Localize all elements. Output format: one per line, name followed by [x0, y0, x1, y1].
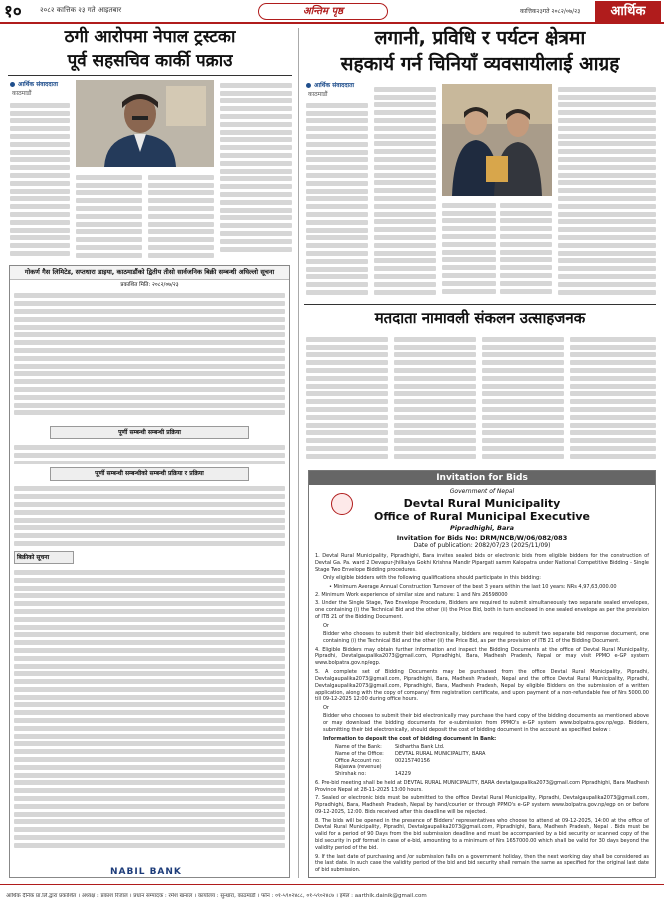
nepal-emblem-icon: [331, 493, 353, 515]
story1-headline: [8, 28, 292, 71]
page-header: [0, 0, 664, 24]
bids-para-1: 1. Devtal Rural Municipality, Pipradhighi, Bara invites sealed bids or electronic bids from eligible bidders for the construction of Devtal Ga. Pa. ward 2 Devapur-Jhilkaiya Gokhi Krishna Mandir Pipargati samm Kalopatra under National Competitive Bidding - Single Stage Two Envelope Bidding procedures.: [315, 552, 649, 573]
bids-government: Government of Nepal: [449, 488, 515, 495]
divider: [304, 304, 656, 305]
bids-para-5b: Or: [323, 704, 329, 711]
story2-place: काठमाडौं: [308, 91, 328, 98]
story1-place: काठमाडौं: [12, 90, 32, 97]
story3-col4: [570, 334, 656, 464]
story3-headline: मतदाता नामावली संकलन उत्साहजनक: [374, 309, 586, 327]
bids-place: Pipradhighi, Bara: [450, 524, 514, 532]
bids-para-1b: Only eligible bidders with the following qualifications should participate in this bidding:: [323, 575, 541, 582]
nabil-bank-logo: NABIL BANK: [110, 867, 182, 877]
bids-number: Invitation for Bids No: DRM/NCB/W/06/082/083: [396, 534, 568, 543]
bids-banner: Invitation for Bids: [309, 471, 655, 485]
bids-para-6: 6. Pre-bid meeting shall be held at DEVTAL RURAL MUNICIPALITY, BARA devtalgaupalika2073@gmail.com Pipradhighi, Bara Madhesh Province Nepal at 28-11-2025 13:00 hours.: [315, 779, 649, 793]
story1-col4: [220, 80, 292, 258]
bids-para-5c: Bidder who chooses to submit their bid electronically may purchase the hard copy of the bidding documents as mentioned above or may download the bidding documents for e-submission from PPMO's e-GP system www.bolpatra.gov.np/egp. Bidders, submitting their bid electronically, should deposit the cost of bidding document in the account as specified below :: [323, 713, 649, 734]
bids-para-5d: Information to deposit the cost of bidding document in Bank:: [323, 735, 497, 742]
header-date-right: कात्तिक२३गते २०८२/०७/२३: [520, 8, 581, 15]
page-footer: [0, 884, 664, 910]
bids-municipality: Devtal Rural Municipality: [403, 496, 561, 510]
notice-body-4: [14, 567, 285, 867]
footer-text: आर्थिक दैनिक प्रा.लि.द्वारा प्रकाशित । अध्यक्ष : प्रकाश रिजाल । प्रधान सम्पादक : रमेश खनाल । कार्यालय : सुन्धारा, काठमाडौं । फोन : ०१-५९०२४८८, ०१-५९०२४८७ । इमेल : aarthik.dainik@gmail.com: [6, 893, 427, 899]
notice-body-3: [14, 484, 285, 548]
bids-para-2: 2. Minimum Work experience of similar size and nature: 1 and Nrs 26598000: [315, 591, 508, 598]
bank-row: Name of the Office: DEVTAL RURAL MUNICIPALITY, BARA: [335, 750, 486, 757]
bank-row: Office Account no: 00215740156: [335, 757, 430, 764]
bids-para-4: 4. Eligible Bidders may obtain further information and inspect the Bidding Documents at the office of Devtal Rural Municipality, Pipradhi, Devtalgaupalika2073@gmail.com, Pipradhighi, Bara, Madhesh Pradesh, Nepal or may visit PPMO e-GP system www.bolpatra.gov.np/egp.: [315, 646, 649, 667]
notice-body-2: [14, 442, 285, 464]
story1-headline-line2: पूर्व सहसचिव कार्की पक्राउ: [67, 50, 233, 71]
bids-date: Date of publication: 2082/07/23 (2025/11/09): [413, 542, 551, 550]
bids-para-7: 7. Sealed or electronic bids must be submitted to the office Devtal Rural Municipality, Pipradhi, Devtalgaupalika2073@gmail.com, Pipradhighi, Bara, Madhesh Pradesh, Nepal by hand/courier or through PPMO's e-GP system www.bolpatra.gov.np/egp on or before 09-12-2025, 12:00. Bids received after this deadline will be rejected.: [315, 795, 649, 816]
notice-body-1: [14, 291, 285, 423]
story1-col2: [76, 172, 142, 258]
story1-col1: [10, 100, 70, 258]
notice-date: प्रकाशित मिति: २०८२/०७/२३: [120, 281, 179, 288]
invitation-for-bids: [308, 470, 656, 878]
divider: [8, 75, 292, 76]
bids-para-1c: • Minimum Average Annual Construction Turnover of the best 3 years within the last 10 years: NRs 4,97,63,000.00: [329, 583, 617, 590]
notice-heading: गोकर्ण गैस लिमिटेड, सप्तधारा डाइया, काठमाडौंको द्वितीय तीसो सार्वजनिक बिक्री सम्बन्धी अघिल्लो सूचना: [10, 266, 289, 280]
bids-office: Office of Rural Municipal Executive: [374, 510, 590, 524]
bids-para-8: 8. The bids will be opened in the presence of Bidders' representatives who choose to attend at 09-12-2025, 14:00 at the office of Devtal Rural Municipality, Pipradhi, Devtalgaupalika2073@gmail.com, Pipradhighi, Bara, Madhesh Pradesh, Nepal . Bids must be valid for a period of 90 Days from the bid submission deadline and must be accompanied by a bid security or scanned copy of the bid security in pdf format in case of e-bid, amounting to a minimum of Nrs 1657000.00 which shall be valid for 30 days beyond the validity period of the bid.: [315, 817, 649, 852]
bank-row: Name of the Bank: Sidhartha Bank Ltd.: [335, 744, 445, 751]
story1-col3: [148, 172, 214, 258]
story2-col4: [500, 200, 552, 300]
story2-headline: [304, 28, 656, 76]
story2-col1: [306, 100, 368, 300]
bids-para-5: 5. A complete set of Bidding Documents may be purchased from the office Devtal Rural Municipality, Pipradhi, Devtalgaupalika2073@gmail.com, Pipradhighi, Bara, Madhesh Pradesh, Nepal and the office Devtal Rural Municipality, Pipradhi, Devtalgaupalika2073@gmail.com, Pipradhighi, Bara, Madhesh Pradesh, Nepal by eligible Bidders on the submission of a written application, along with the copy of company/ firm registration certificate, and upon payment of a non-refundable fee of Nrs 5000.00 till 09-12-2025 12:00 during office hours.: [315, 668, 649, 703]
story1-photo: [76, 80, 214, 167]
section-title: अन्तिम पृष्ठ: [258, 3, 388, 20]
story2-photo: [442, 84, 552, 196]
story3-col2: [394, 334, 476, 464]
public-notice: [9, 265, 290, 878]
bids-para-3: 3. Under the Single Stage, Two Envelope Procedure, Bidders are required to submit simultaneously two separate sealed envelopes, one containing (i) the Technical Bid and the other (ii) the Price Bid, both in turn enclosed in one sealed envelope as per the provision of ITB 21 of the Bidding Document.: [315, 600, 649, 621]
notice-subtitle-3: बिक्रीको सूचना: [14, 551, 74, 565]
bank-details: [335, 744, 649, 778]
bullet-icon: [306, 83, 311, 88]
story1-headline-line1: ठगी आरोपमा नेपाल ट्रस्टका: [64, 27, 236, 47]
story2-byline: आर्थिक संवाददाता: [306, 82, 354, 90]
notice-subtitle-1: पूर्णी सम्बन्धी सम्बन्धी प्रक्रिया: [50, 426, 249, 440]
story2-headline-line2: सहकार्य गर्न चिनियाँ व्यवसायीलाई आग्रह: [340, 52, 620, 75]
bank-row: Rajaswa (revenue) Shirshak no: 14229: [335, 764, 411, 778]
page-number: १०: [4, 2, 22, 22]
story2-col2: [374, 84, 436, 300]
story1-byline: आर्थिक संवाददाता: [10, 81, 58, 89]
story3-col1: [306, 334, 388, 464]
bids-para-9: 9. If the last date of purchasing and /or submission falls on a government holiday, then the next working day shall be considered as the last date. In such case the validity period of the bid and bid security shall remain the same as specified for the original last date of bid submission.: [315, 853, 649, 874]
bids-para-3c: Bidder who chooses to submit their bid electronically, bidders are required to submit two separate bid response document, one containing (i) the Technical Bid and the other (ii) the Price Bid, as per the provision of ITB 21 of the Bidding Document.: [323, 631, 649, 645]
notice-subtitle-2: पूर्णी सम्बन्धी सम्बन्धीको सम्बन्धी प्रक्रिया र प्रक्रिया: [50, 467, 249, 481]
column-divider: [298, 28, 299, 878]
story2-col5: [558, 84, 656, 300]
story2-col3: [442, 200, 496, 300]
story2-headline-line1: लगानी, प्रविधि र पर्यटन क्षेत्रमा: [374, 27, 586, 49]
bids-para-3b: Or: [323, 622, 329, 629]
header-date: २०८२ कात्तिक २३ गते आइतबार: [40, 6, 122, 14]
bullet-icon: [10, 82, 15, 87]
story3-col3: [482, 334, 564, 464]
newspaper-logo: आर्थिक: [595, 1, 661, 22]
